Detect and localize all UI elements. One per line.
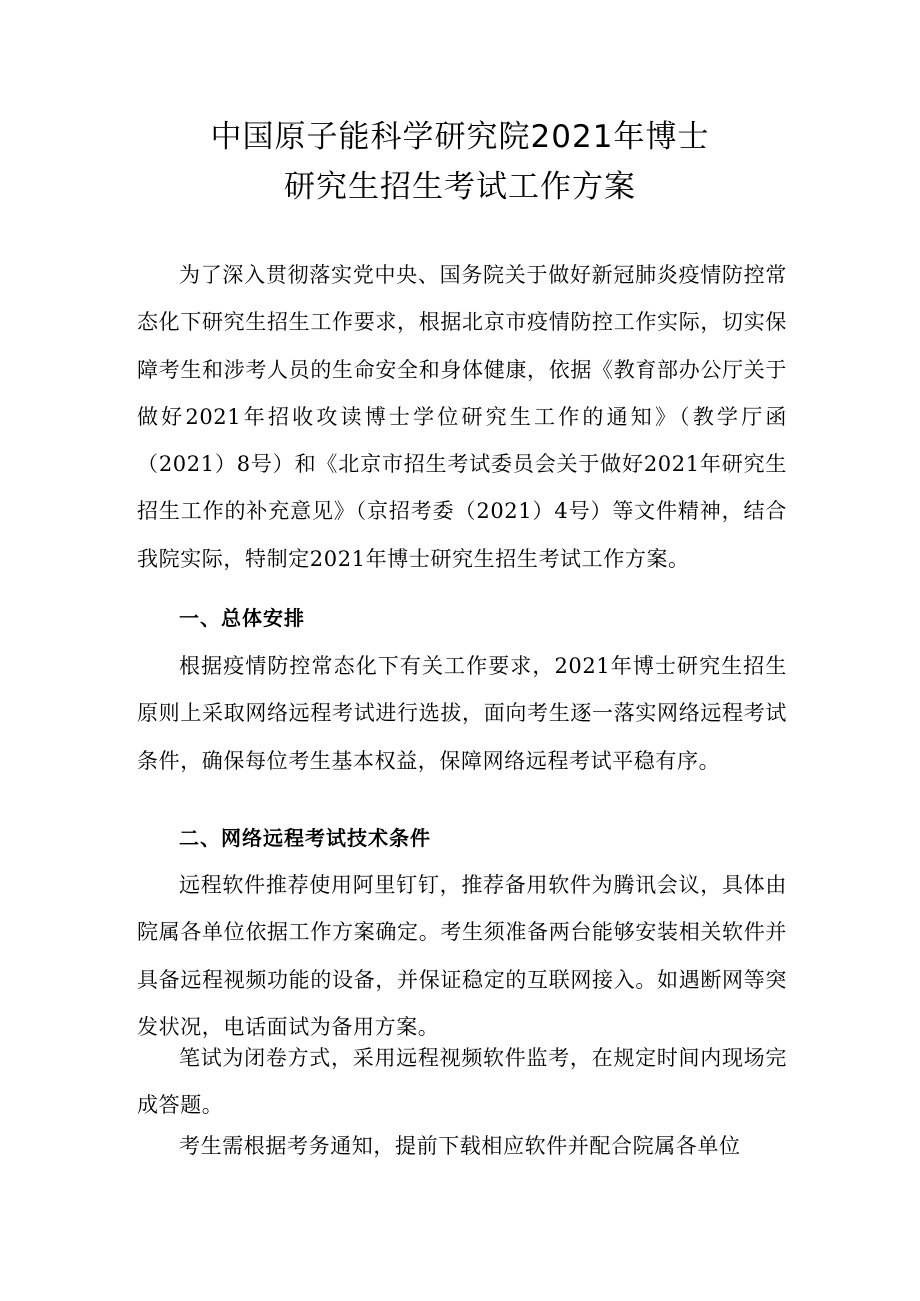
technical-conditions-paragraph-2: 笔试为闭卷方式，采用远程视频软件监考，在规定时间内现场完成答题。	[137, 1046, 787, 1118]
intro-paragraph: 为了深入贯彻落实党中央、国务院关于做好新冠肺炎疫情防控常态化下研究生招生工作要求，根据北京市疫情防控工作实际，切实保障考生和涉考人员的生命安全和身体健康，依据《教育部办公厅关于做好2021年招收攻读博士学位研究生工作的通知》（教学厅函（2021）8号）和《北京市招生考试委员会关于做好2021年研究生招生工作的补充意见》（京招考委（2021）4号）等文件精神，结合我院实际，特制定2021年博士研究生招生考试工作方案。	[137, 263, 787, 571]
section-heading-technical-conditions: 二、网络远程考试技术条件	[179, 826, 431, 850]
technical-conditions-paragraph-3: 考生需根据考务通知，提前下载相应软件并配合院属各单位	[179, 1134, 741, 1158]
section-heading-overall-arrangement: 一、总体安排	[179, 606, 305, 630]
document-title-line-1: 中国原子能科学研究院2021年博士	[210, 119, 710, 155]
technical-conditions-paragraph-1: 远程软件推荐使用阿里钉钉，推荐备用软件为腾讯会议，具体由院属各单位依据工作方案确定。考生须准备两台能够安装相关软件并具备远程视频功能的设备，并保证稳定的互联网接入。如遇断网等突发状况，电话面试为备用方案。	[137, 873, 787, 1039]
overall-arrangement-paragraph: 根据疫情防控常态化下有关工作要求，2021年博士研究生招生原则上采取网络远程考试进行选拔，面向考生逐一落实网络远程考试条件，确保每位考生基本权益，保障网络远程考试平稳有序。	[137, 654, 787, 773]
document-title-line-2: 研究生招生考试工作方案	[284, 169, 636, 205]
